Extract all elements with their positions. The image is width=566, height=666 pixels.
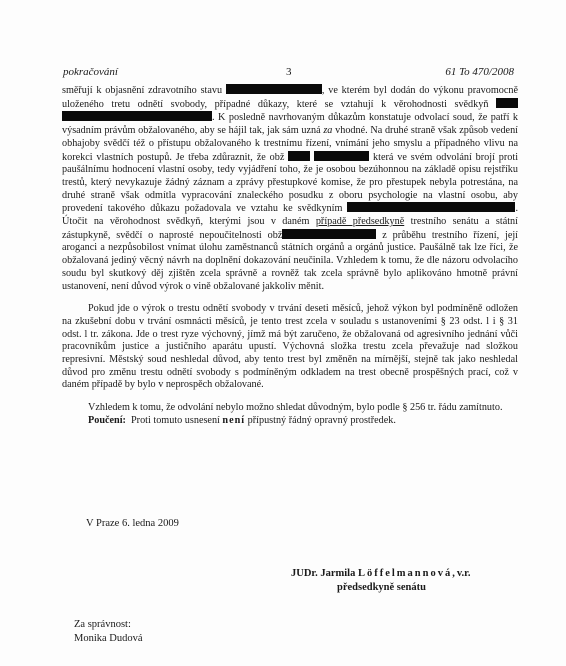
notice-label: Poučení:: [88, 414, 126, 426]
page-header: [48, 66, 518, 80]
attestation-name: Monika Dudová: [74, 633, 143, 644]
redaction: [226, 84, 322, 94]
legal-notice: Poučení: Proti tomuto usnesení není přípustný řádný opravný prostředek.: [88, 414, 396, 426]
paragraph-conclusion: Vzhledem k tomu, že odvolání nebylo možno shledat důvodným, bylo podle § 256 tr. řádu zamítnuto.: [88, 402, 503, 414]
redaction: [347, 202, 515, 212]
signer-name: JUDr. Jarmila Löffelmannová,v.r.: [291, 568, 471, 579]
paragraph-sentence: Pokud jde o výrok o trestu odnětí svobody v trvání deseti měsíců, jehož výkon byl podmíněně odložen na zkušební dobu v trvání osmnácti měsíců, je tento trest zcela v souladu s ustanoveními § 23 odst. l i § 31 odst. l tr. zákona. Jde o trest ryze výchovný, jímž má být zaručeno, že obžalovaná od agresivního jednání vůči pracovníkům justice a justičního aparátu upustí. Výchovná složka trestu zcela převažuje nad složkou represivní. Městský soud neshledal důvod, aby tento trest byl změněn na mírnější, stejně tak jako neshledal důvod pro změnu trestu odnětí svobody s podmíněným odkladem na trest obecně prospěšných prací, což v daném případě by bylo v neprospěch obžalované.: [62, 303, 518, 391]
signature-block: [291, 567, 470, 595]
attestation: [74, 618, 143, 646]
redaction: [314, 151, 369, 161]
document-date: V Praze 6. ledna 2009: [86, 518, 179, 529]
signer-role: předsedkyně senátu: [337, 582, 426, 593]
continuation-label: pokračování: [63, 66, 118, 78]
document-body: [62, 84, 518, 428]
redaction: [282, 229, 376, 239]
redaction: [288, 151, 310, 161]
redaction: [62, 111, 212, 121]
case-number: 61 To 470/2008: [445, 66, 514, 78]
redaction: [496, 98, 518, 108]
paragraph-evidence: směřují k objasnění zdravotního stavu , ve kterém byl dodán do výkonu pravomocně uloženého tretu odnětí svobody, případné důkazy, které se vztahují k věrohodnosti svědkyň . K posledně navrhovaným důkazům konstatuje odvolací soud, že patří k výsadním právům obžalovaného, aby se hájil tak, jak sám uzná za vhodné. Na druhé straně však způsob vedení obhajoby svědčí též o přístupu obžalovaného k trestnímu řízení, vnímání jeho smyslu a případného vlivu na korekci vlastních postupů. Je třeba zdůraznit, že obž která ve svém odvolání brojí proti paušálnímu hodnocení vlastní osoby, tedy vyjádření toho, že je osobou bezúhonnou na základě opisu rejstříku trestů, který nevykazuje žádný záznam a zprávy přestupkové komise, že pro přestupek nebyla potrestána, na druhé straně však odmítla vypracování znaleckého posudku z oboru psychologie na vlastní osobu, aby provedení takového důkazu požadovala ve vztahu ke svědkyním . Útočit na věrohodnost svědkyň, kterými jsou v daném případě předsedkyně trestního senátu a státní zástupkyně, svědčí o naprosté nepoučitelnosti obž z průběhu trestního řízení, její aroganci a nezpůsobilost vnímat úlohu zaměstnanců státních orgánů a orgánů justice. Paušálně tak lze říci, že obžalovaná jediný věcný návrh na doplnění dokazování neučinila. Vzhledem k tomu, že dle názoru odvolacího soudu byl skutkový děj zjištěn zcela správně a rovněž tak zcela správně bylo aplikováno hmotně právní ustanovení, není důvod výrok o vině obžalované jakkoliv měnit.: [62, 85, 519, 292]
page-number: 3: [286, 66, 292, 78]
attestation-label: Za správnost:: [74, 619, 131, 630]
